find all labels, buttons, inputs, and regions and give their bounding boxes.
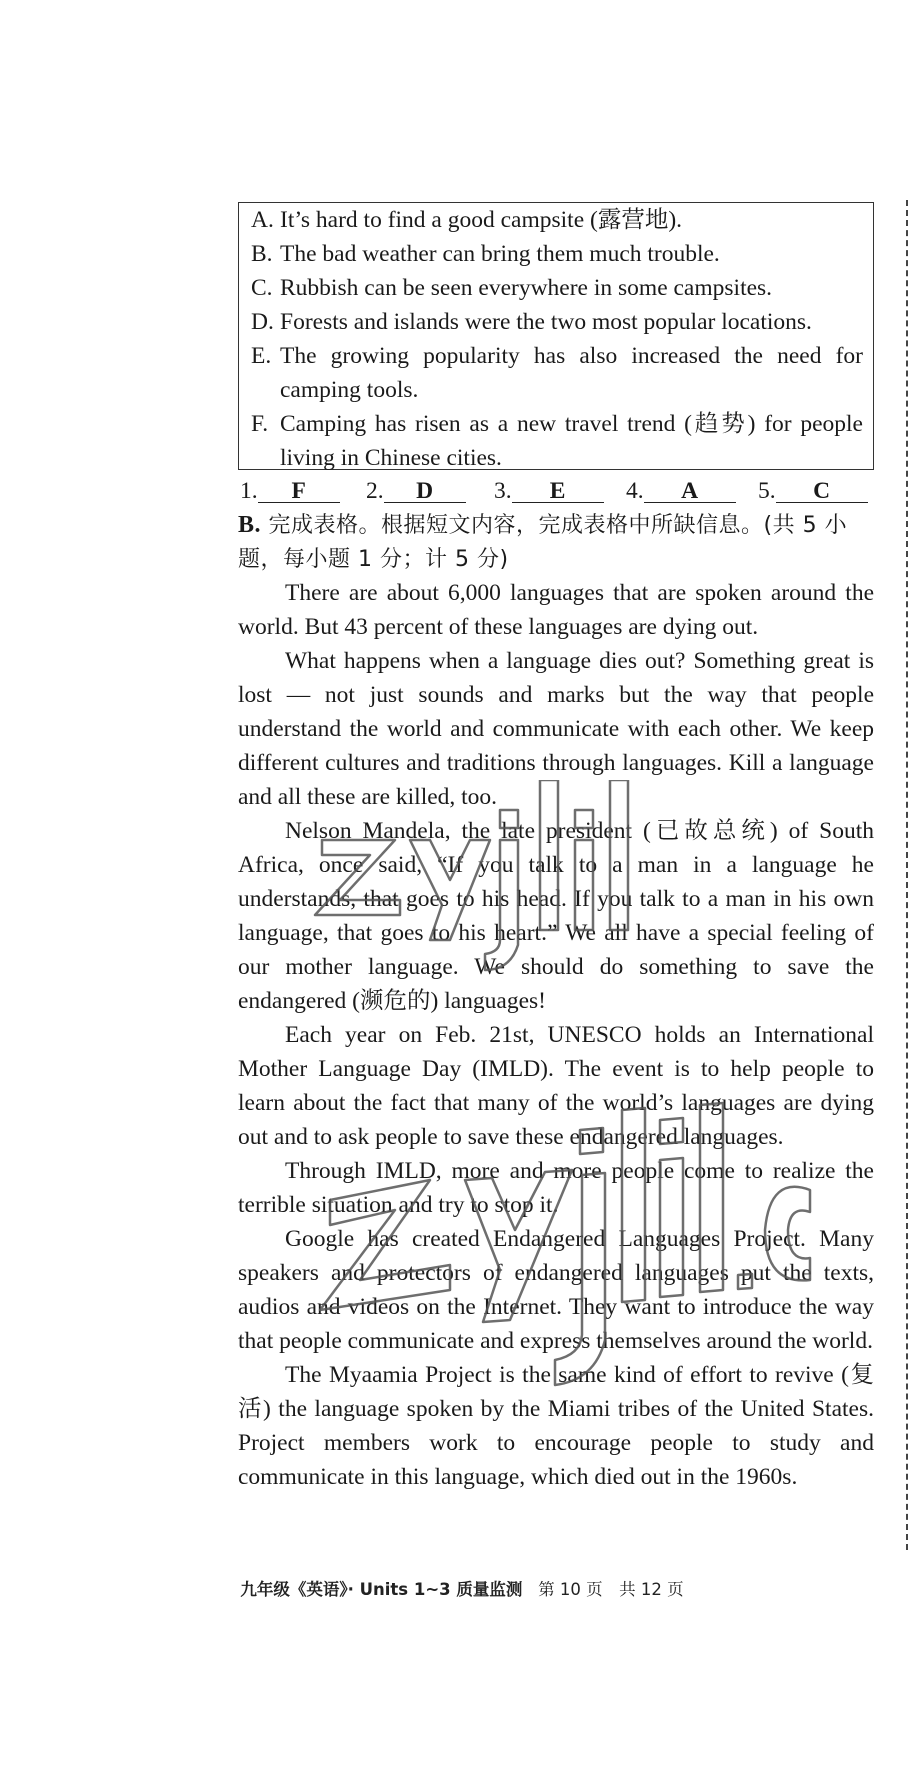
answer-blank[interactable]: C [776,474,868,503]
option-letter: B. [251,241,273,267]
answer-2 [366,474,466,508]
passage-paragraph: Nelson Mandela, the late president (已故总统) of South Africa, once said, “If you talk to a man in a language he understands, that goes to his head. If you talk to a man in his own language, that goes to his heart.” We all have a special feeling of our mother language. We should do something to save the endangered (濒危的) languages! [238,818,874,1014]
option-a [251,203,863,237]
option-c [251,271,863,305]
option-letter: D. [251,309,274,335]
option-letter: E. [251,343,272,369]
option-text: It’s hard to find a good campsite (露营地). [280,207,683,233]
footer-page-number: 第 10 页 共 12 页 [538,1580,684,1599]
cut-line-divider [906,200,908,1550]
option-d [251,305,863,339]
answer-number: 4. [626,478,644,504]
answer-number: 3. [494,478,512,504]
answer-1 [240,474,340,508]
answer-3 [494,474,604,508]
section-b-instruction [238,508,878,577]
option-e [251,339,863,407]
option-text: Forests and islands were the two most popular locations. [280,309,812,335]
passage-paragraph: What happens when a language dies out? Something great is lost — not just sounds and marks but the way that people understand the world and communicate with each other. We keep different cultures and traditions through languages. Kill a language and all these are killed, too. [238,648,874,810]
page-footer [0,1578,924,1602]
passage-paragraph: There are about 6,000 languages that are spoken around the world. But 43 percent of these languages are dying out. [238,580,874,640]
answer-blank[interactable]: E [512,474,604,503]
section-label: B. [238,512,262,538]
instruction-text: 完成表格。根据短文内容，完成表格中所缺信息。(共 5 小题，每小题 1 分；计 5 分) [238,513,848,572]
option-text: The growing popularity has also increased the need for camping tools. [280,343,863,403]
answer-number: 2. [366,478,384,504]
answer-row [240,474,880,508]
passage-paragraph: Through IMLD, more and more people come to realize the terrible situation and try to stop it. [238,1158,874,1218]
answer-5 [758,474,868,508]
answer-blank[interactable]: D [384,474,466,503]
answer-number: 1. [240,478,258,504]
answer-blank[interactable]: A [644,474,736,503]
option-letter: F. [251,411,269,437]
answer-number: 5. [758,478,776,504]
passage-paragraph: Google has created Endangered Languages Project. Many speakers and protectors of endangered languages put the texts, audios and videos on the Internet. They want to introduce the way that people communicate and express themselves around the world. [238,1226,874,1354]
footer-title: 九年级《英语》· Units 1~3 质量监测 [240,1580,523,1599]
option-text: Rubbish can be seen everywhere in some campsites. [280,275,773,301]
passage-paragraph: Each year on Feb. 21st, UNESCO holds an International Mother Language Day (IMLD). The event is to help people to learn about the fact that many of the world’s languages are dying out and to ask people to save these endangered languages. [238,1022,874,1150]
option-letter: A. [251,207,274,233]
option-f [251,407,863,475]
option-text: The bad weather can bring them much trouble. [280,241,720,267]
reading-passage [238,576,874,1494]
option-letter: C. [251,275,273,301]
options-box [238,202,874,470]
option-text: Camping has risen as a new travel trend (趋势) for people living in Chinese cities. [280,411,863,471]
passage-paragraph: The Myaamia Project is the same kind of effort to revive (复活) the language spoken by the Miami tribes of the United States. Project members work to encourage people to study and communicate in this language, which died out in the 1960s. [238,1362,874,1490]
answer-4 [626,474,736,508]
answer-blank[interactable]: F [258,474,340,503]
option-b [251,237,863,271]
